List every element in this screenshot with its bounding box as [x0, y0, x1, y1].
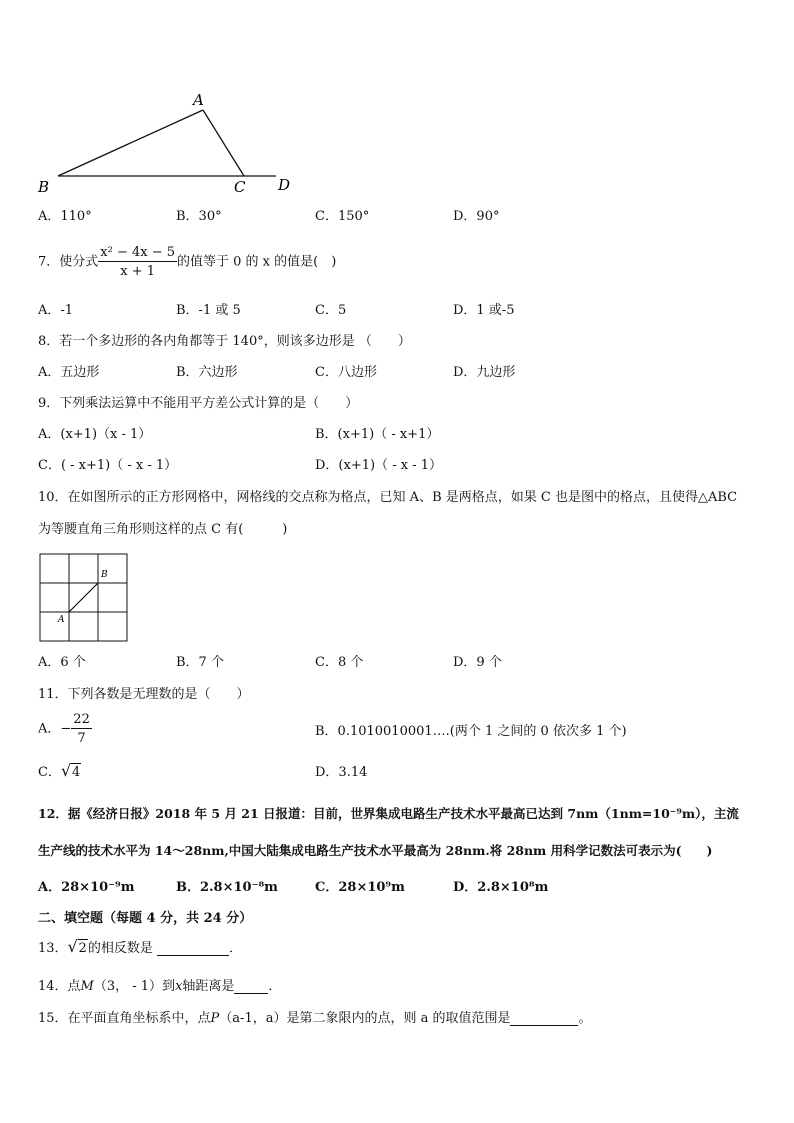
q14-answer-blank[interactable] — [234, 980, 268, 994]
label-b: B — [38, 178, 50, 196]
q14-var-m: M — [80, 979, 94, 994]
question-15 — [38, 1012, 592, 1026]
q9-option-c[interactable]: C．( - x+1)（ - x - 1） — [38, 458, 178, 473]
label-a: A — [193, 91, 204, 109]
q10-option-d[interactable]: D．9 个 — [453, 655, 502, 670]
q8-option-b[interactable]: B．六边形 — [176, 365, 238, 380]
q14-prefix: 14．点 — [38, 979, 81, 994]
q15-end: 。 — [578, 1011, 592, 1026]
q14-suffix: 轴距离是 — [182, 979, 235, 994]
q15-suffix: （a-1，a）是第二象限内的点，则 a 的取值范围是 — [219, 1011, 511, 1026]
q6-option-a[interactable]: A．110° — [38, 209, 92, 224]
q10-option-a[interactable]: A．6 个 — [38, 655, 86, 670]
q13-suffix: 的相反数是 — [87, 941, 153, 956]
q8-option-a[interactable]: A．五边形 — [38, 365, 100, 380]
q7-option-d[interactable]: D．1 或-5 — [453, 303, 515, 318]
q13-prefix: 13． — [38, 941, 68, 956]
q9-option-b[interactable]: B．(x+1)（ - x+1） — [315, 427, 440, 442]
q9-option-a[interactable]: A．(x+1)（x - 1） — [38, 427, 152, 442]
q11-option-b[interactable]: B．0.1010010001….(两个 1 之间的 0 依次多 1 个) — [315, 724, 627, 739]
q15-answer-blank[interactable] — [510, 1012, 578, 1026]
q14-mid: （3， - 1）到 — [93, 979, 176, 994]
q10-line2: 为等腰直角三角形则这样的点 C 有( ) — [38, 522, 288, 537]
q7-suffix: 的值等于 0 的 x 的值是( ) — [177, 254, 337, 270]
q14-var-x: x — [175, 979, 183, 994]
segment-ba — [58, 110, 203, 176]
label-d: D — [278, 176, 291, 194]
q13-answer-blank[interactable] — [157, 942, 229, 956]
q12-line2: 生产线的技术水平为 14～28nm,中国大陆集成电路生产技术水平最高为 28nm.将 28nm 用科学记数法可表示为( ) — [38, 843, 713, 858]
q11-option-c[interactable] — [38, 761, 81, 780]
q11-option-a[interactable] — [38, 713, 92, 745]
triangle-figure — [30, 88, 310, 198]
q7-denominator: x + 1 — [120, 264, 156, 279]
q7-prefix: 7．使分式 — [38, 254, 99, 270]
q11-opt-c-prefix: C． — [38, 765, 61, 780]
q7-option-c[interactable]: C．5 — [315, 303, 347, 318]
segment-ab — [69, 583, 98, 612]
q12-option-d[interactable]: D．2.8×10⁸m — [453, 880, 549, 895]
q7-fraction — [98, 246, 177, 278]
question-13 — [38, 937, 242, 956]
q11-opt-a-num: 22 — [73, 712, 90, 727]
q8-option-c[interactable]: C．八边形 — [315, 365, 377, 380]
q15-prefix: 15．在平面直角坐标系中，点 — [38, 1011, 211, 1026]
q11-opt-c-sqrt — [60, 761, 81, 780]
q7-option-b[interactable]: B．-1 或 5 — [176, 303, 241, 318]
q7-numerator: x² − 4x − 5 — [100, 245, 176, 260]
label-c: C — [234, 178, 246, 196]
q11-opt-a-den: 7 — [77, 731, 86, 746]
q11-opt-a-fraction — [71, 713, 92, 745]
square-grid-figure — [38, 552, 130, 644]
q13-end: ． — [228, 941, 242, 956]
question-14 — [38, 980, 281, 994]
q15-var-p: P — [210, 1011, 220, 1026]
q9-option-d[interactable]: D．(x+1)（ - x - 1） — [315, 458, 442, 473]
q8-option-d[interactable]: D．九边形 — [453, 365, 516, 380]
q11-opt-c-radicand: 4 — [71, 765, 81, 780]
q11-option-d[interactable]: D．3.14 — [315, 765, 368, 780]
q12-option-c[interactable]: C．28×10⁹m — [315, 880, 405, 895]
q11-opt-a-sign: − — [60, 721, 72, 737]
q10-option-c[interactable]: C．8 个 — [315, 655, 364, 670]
sqrt-symbol-icon: √ — [67, 937, 78, 956]
sqrt-symbol-icon: √ — [60, 761, 72, 780]
q10-option-b[interactable]: B．7 个 — [176, 655, 224, 670]
q6-option-b[interactable]: B．30° — [176, 209, 222, 224]
q9-stem: 9．下列乘法运算中不能用平方差公式计算的是（ ） — [38, 396, 359, 411]
q11-opt-a-prefix: A． — [38, 721, 61, 737]
q6-option-c[interactable]: C．150° — [315, 209, 370, 224]
q8-stem: 8．若一个多边形的各内角都等于 140°，则该多边形是 （ ） — [38, 334, 411, 349]
grid-label-a: A — [58, 615, 65, 625]
q13-radicand: 2 — [78, 941, 87, 956]
q12-option-b[interactable]: B．2.8×10⁻⁸m — [176, 880, 278, 895]
q7-option-a[interactable]: A．-1 — [38, 303, 74, 318]
q11-stem: 11．下列各数是无理数的是（ ） — [38, 687, 250, 702]
q13-sqrt — [67, 937, 88, 956]
q12-line1: 12．据《经济日报》2018 年 5 月 21 日报道：目前，世界集成电路生产技术水平最高已达到 7nm（1nm=10⁻⁹m），主流 — [38, 806, 739, 821]
q14-end: ． — [268, 979, 282, 994]
q6-option-d[interactable]: D．90° — [453, 209, 500, 224]
question-7 — [38, 246, 336, 278]
q10-line1: 10．在如图所示的正方形网格中，网格线的交点称为格点，已知 A、B 是两格点，如果 C 也是图中的格点，且使得△ABC — [38, 490, 738, 505]
segment-ac — [203, 110, 244, 176]
q12-option-a[interactable]: A．28×10⁻⁹m — [38, 880, 135, 895]
grid-label-b: B — [101, 570, 108, 580]
section-2-heading: 二、填空题（每题 4 分，共 24 分） — [38, 911, 253, 926]
